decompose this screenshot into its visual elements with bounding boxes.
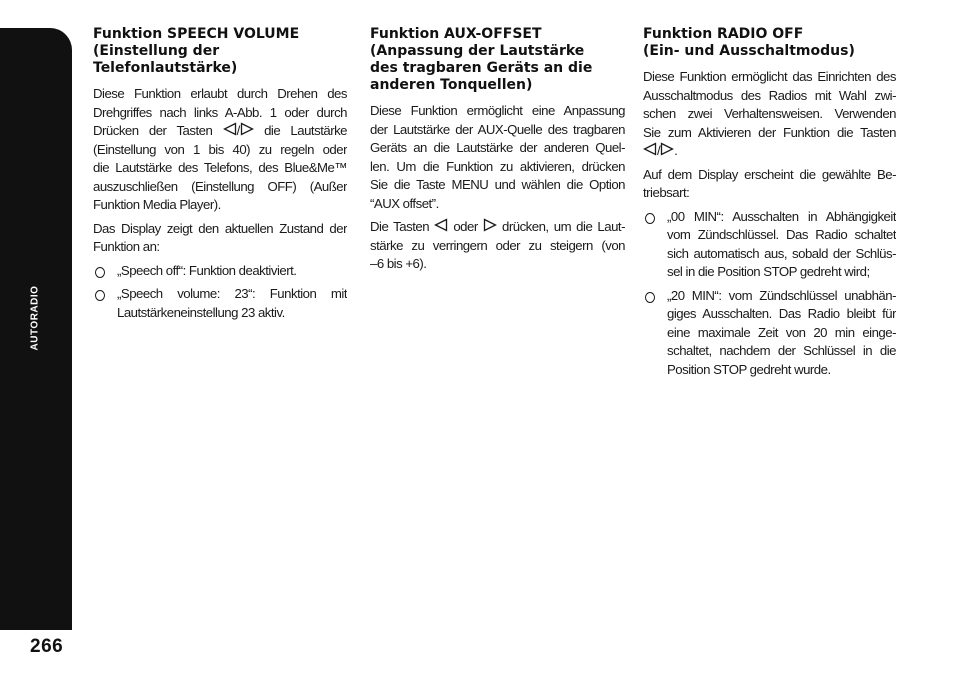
heading-radio-off: Funktion RADIO OFF (Ein- und Ausschaltmodus) — [643, 26, 855, 59]
left-triangle-icon — [643, 142, 657, 156]
paragraph: Die Tasten oder drücken, um die Laut- stärke zu verringern oder zu steigern (von –6 bis +6). — [370, 219, 625, 271]
column-aux-offset — [370, 26, 625, 279]
section-label: AUTORADIO — [29, 285, 41, 351]
heading-aux-offset: Funktion AUX-OFFSET (Anpassung der Lautstärke des tragbaren Geräts an die anderen Tonquellen) — [370, 26, 593, 93]
paragraph: Auf dem Display erscheint die gewählte Be- triebsart: — [643, 166, 896, 200]
left-triangle-icon — [223, 122, 237, 136]
left-triangle-icon — [434, 218, 448, 232]
circle-bullet-icon — [95, 290, 105, 301]
right-triangle-icon — [240, 122, 254, 136]
circle-bullet-icon — [645, 213, 655, 224]
column-speech-volume — [93, 26, 347, 327]
paragraph: Diese Funktion ermöglicht eine Anpassung der Lautstärke der AUX-Quelle des tragbaren Geräts an die Lautstärke der anderen Quel- len. Um die Funktion zu aktivieren, drücken Sie die Taste MENU und wählen die Option “AUX offset”. — [370, 103, 625, 211]
circle-bullet-icon — [95, 267, 105, 278]
list-item: „Speech volume: 23“: Funktion mit Lautstärkeneinstellung 23 aktiv. — [93, 285, 347, 322]
heading-speech-volume: Funktion SPEECH VOLUME (Einstellung der Telefonlautstärke) — [93, 26, 300, 76]
section-sidebar — [0, 0, 72, 677]
paragraph: Diese Funktion erlaubt durch Drehen des Drehgriffes nach links A-Abb. 1 oder durch Drücken der Tasten / die Lautstärke (Einstellung von 1 bis 40) zu regeln oder die Lautstärke des Telefons, des Blue&Me™ auszuschließen (Einstellung OFF) (Außer Funktion Media Player). — [93, 86, 347, 212]
list-item: „Speech off“: Funktion deaktiviert. — [93, 262, 347, 281]
paragraph: Das Display zeigt den aktuellen Zustand der Funktion an: — [93, 220, 347, 254]
list-item: „20 MIN“: vom Zündschlüssel unabhän- giges Ausschalten. Das Radio bleibt für eine maximale Zeit von 20 min einge- schaltet, nachdem der Schlüssel in die Position STOP gedreht wurde. — [643, 287, 896, 380]
paragraph: Diese Funktion ermöglicht das Einrichten des Ausschaltmodus des Radios mit Wahl zwi- schen zwei Verhaltensweisen. Verwenden Sie zum Aktivieren der Funktion die Tasten / . — [643, 69, 896, 158]
page-number: 266 — [30, 636, 64, 657]
column-radio-off — [643, 26, 896, 384]
right-triangle-icon — [483, 218, 497, 232]
list-item: „00 MIN“: Ausschalten in Abhängigkeit vom Zündschlüssel. Das Radio schaltet sich automatisch aus, sobald der Schlüs- sel in die Position STOP gedreht wird; — [643, 208, 896, 282]
circle-bullet-icon — [645, 292, 655, 303]
right-triangle-icon — [660, 142, 674, 156]
